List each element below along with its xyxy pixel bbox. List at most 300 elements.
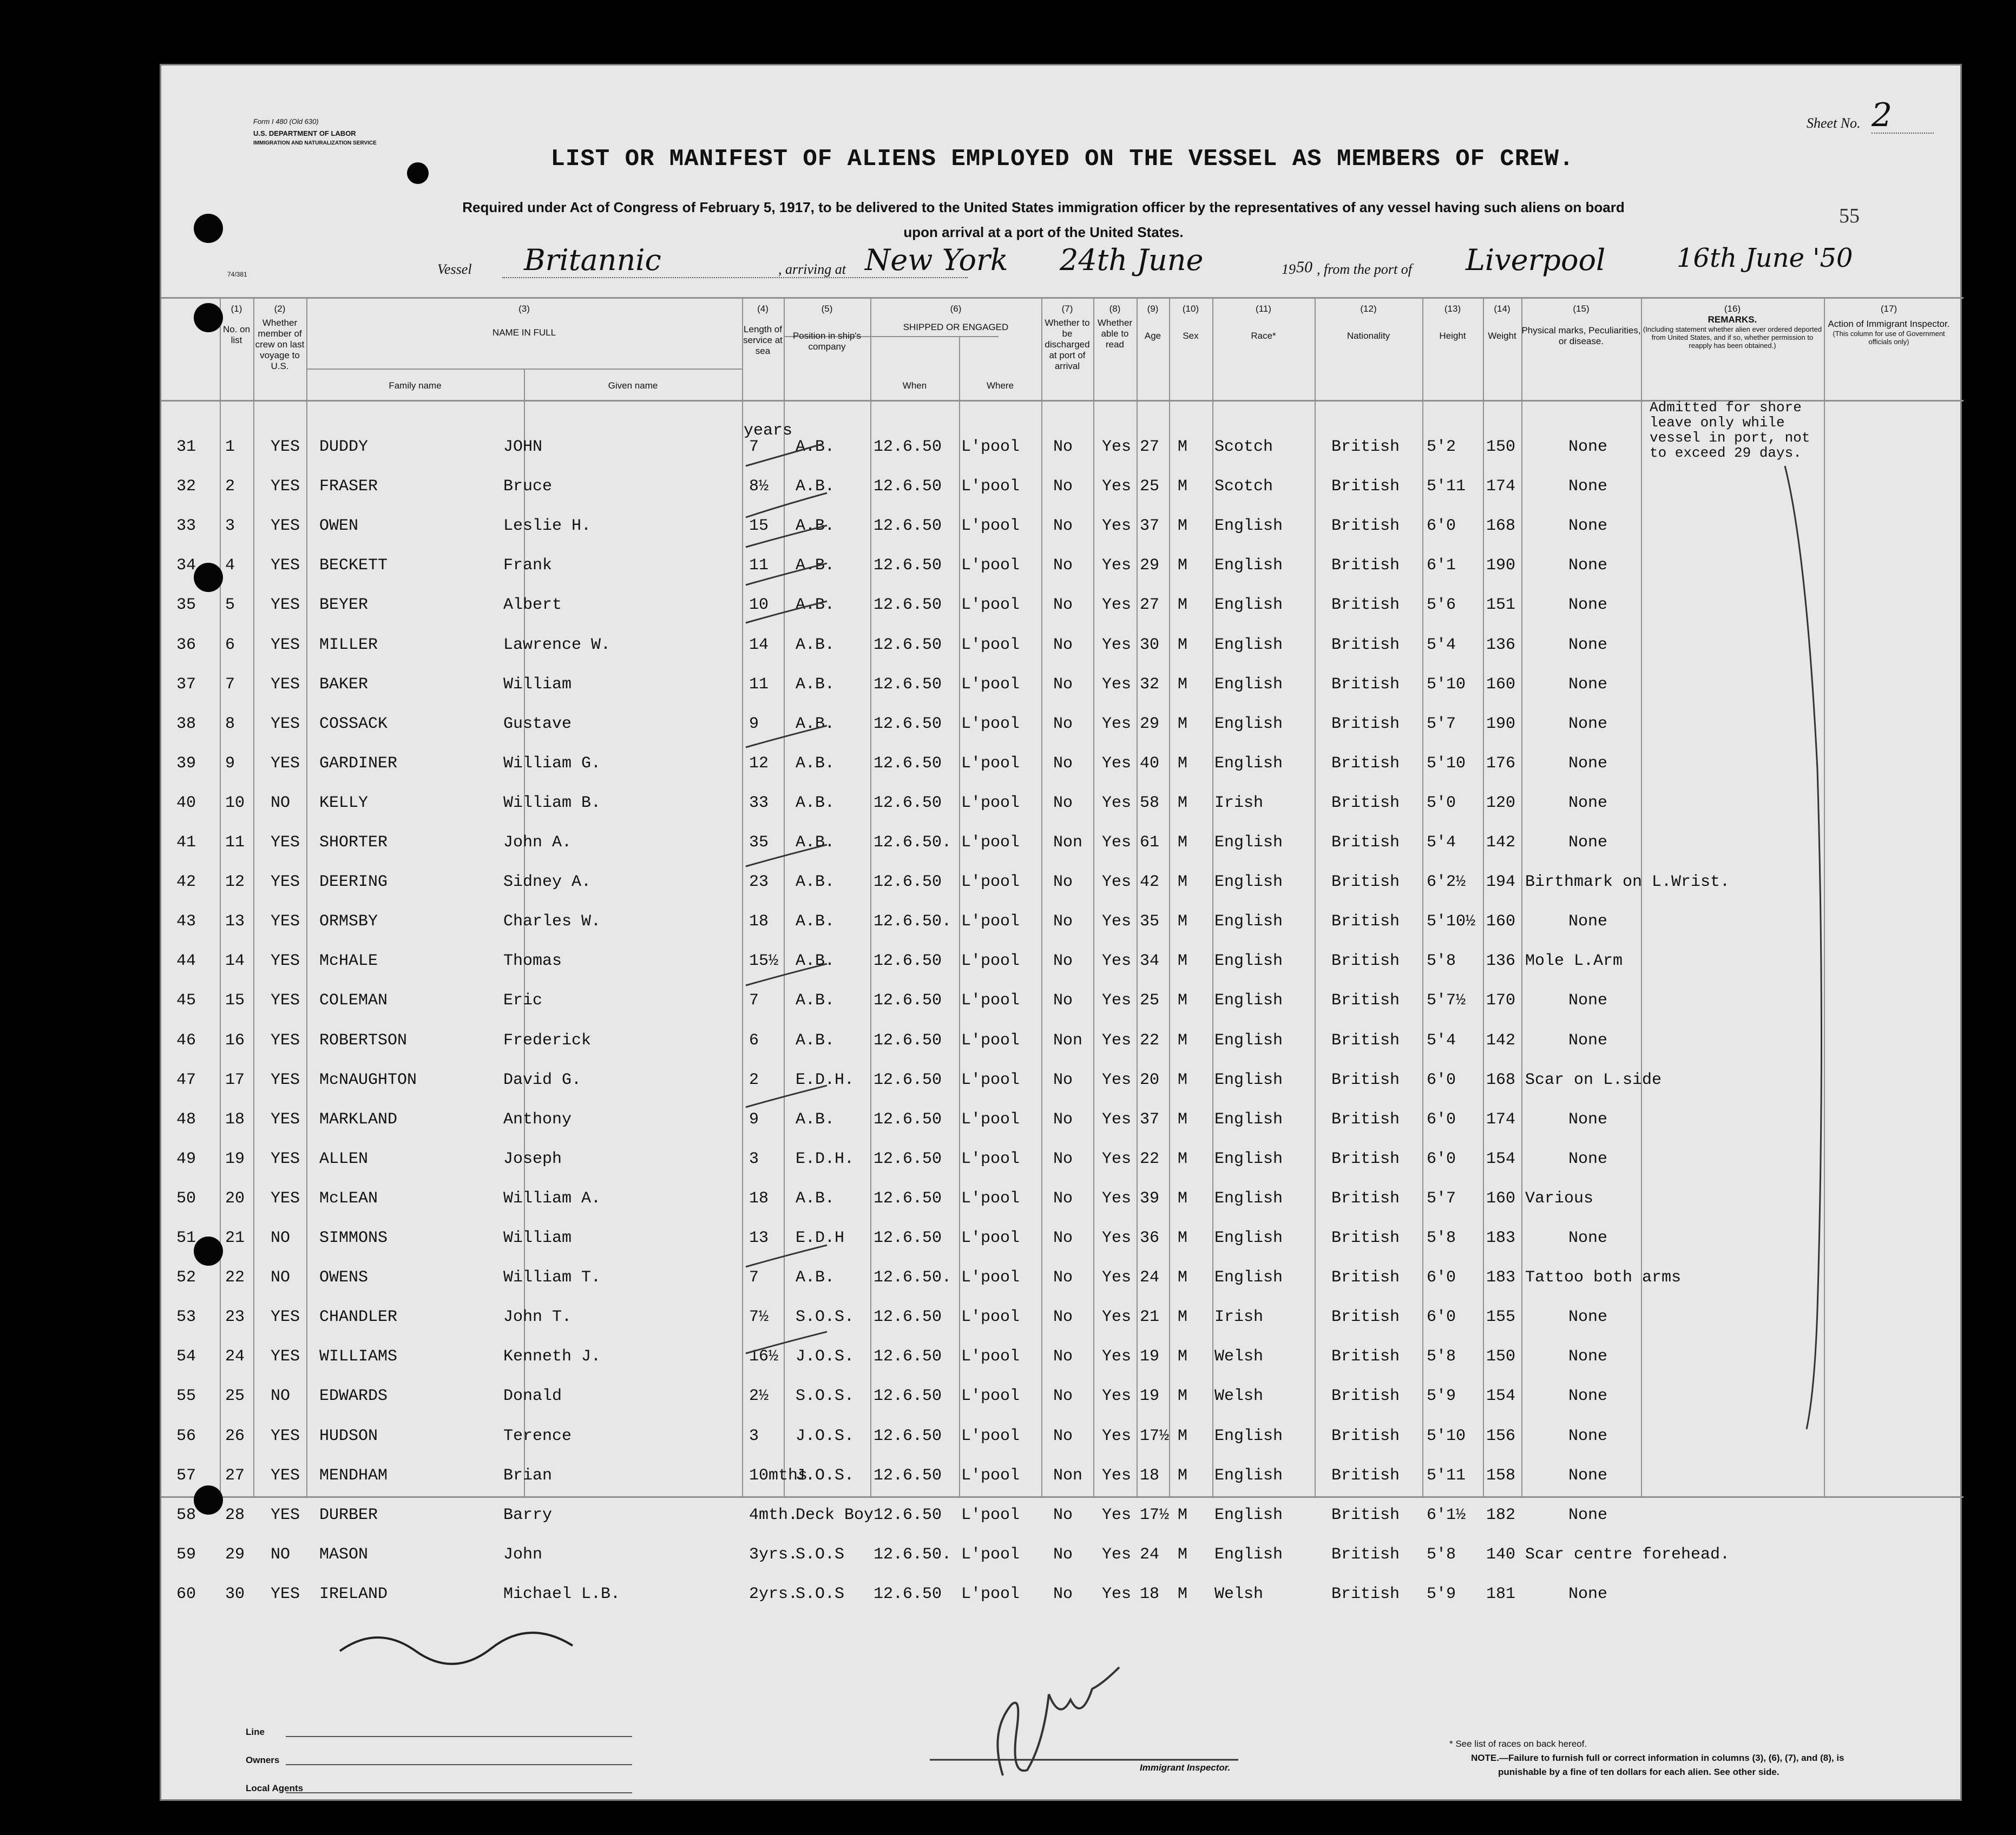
cell-sex: M <box>1178 1347 1188 1366</box>
cell-service: 3 <box>749 1426 759 1445</box>
cell-marks: None <box>1568 754 1608 773</box>
cell-prev: YES <box>271 1505 300 1524</box>
cell-read: Yes <box>1102 1387 1132 1406</box>
col-label: Nationality <box>1347 331 1390 341</box>
cell-discharged: No <box>1053 556 1073 575</box>
cell-marks: None <box>1568 912 1608 931</box>
cell-family: COSSACK <box>319 714 388 733</box>
cell-family: DUDDY <box>319 438 369 456</box>
col-number: (4) <box>757 304 769 314</box>
cell-weight: 160 <box>1486 675 1516 694</box>
cell-weight: 168 <box>1486 1070 1516 1089</box>
cell-sex: M <box>1178 1308 1188 1327</box>
cell-no: 11 <box>225 833 245 852</box>
cell-weight: 170 <box>1486 991 1516 1010</box>
cell-read: Yes <box>1102 991 1132 1010</box>
fine-note-1: NOTE.—Failure to furnish full or correct information in columns (3), (6), (7), and (8), is <box>1471 1753 1844 1763</box>
cell-sex: M <box>1178 1426 1188 1445</box>
end-of-list-stroke <box>340 1633 573 1664</box>
cell-marks: None <box>1568 1308 1608 1327</box>
cell-race: English <box>1214 675 1283 694</box>
cell-weight: 182 <box>1486 1505 1516 1524</box>
cell-height: 5'8 <box>1427 1229 1456 1247</box>
cell-seq: 40 <box>176 793 196 812</box>
cell-service: 35 <box>749 833 769 852</box>
arriving-label: , arriving at <box>778 261 846 277</box>
cell-height: 5'10 <box>1427 754 1466 773</box>
cell-when: 12.6.50 <box>874 1387 942 1406</box>
arriving-port: New York <box>865 243 1008 277</box>
tick-stroke <box>746 563 827 585</box>
cell-given: David G. <box>503 1070 582 1089</box>
cell-seq: 58 <box>176 1505 196 1524</box>
cell-prev: NO <box>271 1268 291 1287</box>
cell-nationality: British <box>1331 1545 1400 1564</box>
col-label: Whether able to read <box>1097 318 1133 350</box>
cell-nationality: British <box>1331 675 1400 694</box>
cell-sex: M <box>1178 1505 1188 1524</box>
cell-prev: YES <box>271 1149 300 1168</box>
cell-when: 12.6.50 <box>874 675 942 694</box>
cell-age: 29 <box>1140 556 1160 575</box>
cell-age: 20 <box>1140 1070 1160 1089</box>
cell-race: Scotch <box>1214 438 1273 456</box>
cell-marks: None <box>1568 675 1608 694</box>
cell-no: 15 <box>225 991 245 1010</box>
cell-race: English <box>1214 1426 1283 1445</box>
cell-sex: M <box>1178 556 1188 575</box>
cell-position: S.O.S. <box>796 1308 855 1327</box>
cell-race: Irish <box>1214 793 1264 812</box>
cell-family: McHALE <box>319 952 378 971</box>
fine-note-2: punishable by a fine of ten dollars for each alien. See other side. <box>1498 1767 1779 1777</box>
cell-age: 40 <box>1140 754 1160 773</box>
cell-position: A.B. <box>796 635 835 654</box>
cell-where: L'pool <box>961 1189 1020 1208</box>
cell-seq: 50 <box>176 1189 196 1208</box>
cell-sex: M <box>1178 517 1188 536</box>
cell-where: L'pool <box>961 754 1020 773</box>
cell-no: 4 <box>225 556 235 575</box>
cell-where: L'pool <box>961 1505 1020 1524</box>
cell-sex: M <box>1178 1268 1188 1287</box>
cell-sex: M <box>1178 991 1188 1010</box>
col-label: Physical marks, Peculiarities, or disease. <box>1521 325 1641 346</box>
cell-no: 22 <box>225 1268 245 1287</box>
cell-race: Irish <box>1214 1308 1264 1327</box>
cell-age: 61 <box>1140 833 1160 852</box>
cell-weight: 168 <box>1486 517 1516 536</box>
cell-position: A.B. <box>796 754 835 773</box>
cell-age: 21 <box>1140 1308 1160 1327</box>
cell-race: English <box>1214 912 1283 931</box>
cell-where: L'pool <box>961 991 1020 1010</box>
cell-read: Yes <box>1102 1229 1132 1247</box>
cell-given: Eric <box>503 991 543 1010</box>
cell-prev: YES <box>271 873 300 892</box>
cell-family: McLEAN <box>319 1189 378 1208</box>
cell-race: English <box>1214 991 1283 1010</box>
cell-weight: 150 <box>1486 438 1516 456</box>
cell-race: English <box>1214 1110 1283 1129</box>
cell-discharged: No <box>1053 952 1073 971</box>
cell-height: 6'2½ <box>1427 873 1466 892</box>
cell-height: 5'2 <box>1427 438 1456 456</box>
cell-height: 5'4 <box>1427 833 1456 852</box>
col-label: Race* <box>1251 331 1276 341</box>
cell-when: 12.6.50 <box>874 1308 942 1327</box>
cell-weight: 160 <box>1486 1189 1516 1208</box>
cell-age: 19 <box>1140 1387 1160 1406</box>
cell-discharged: No <box>1053 1505 1073 1524</box>
cell-position: S.O.S <box>796 1545 845 1564</box>
cell-read: Yes <box>1102 1149 1132 1168</box>
col-number: (2) <box>274 304 286 314</box>
cell-family: FRASER <box>319 477 378 496</box>
cell-nationality: British <box>1331 1426 1400 1445</box>
cell-family: CHANDLER <box>319 1308 398 1327</box>
cell-read: Yes <box>1102 873 1132 892</box>
cell-service: 15½ <box>749 952 779 971</box>
cell-seq: 57 <box>176 1466 196 1485</box>
cell-nationality: British <box>1331 1189 1400 1208</box>
cell-weight: 183 <box>1486 1229 1516 1247</box>
remarks-text: Admitted for shore leave only while vessel in port, not to exceed 29 days. <box>1650 399 1810 461</box>
cell-position: A.B. <box>796 596 835 615</box>
cell-marks: None <box>1568 517 1608 536</box>
cell-prev: NO <box>271 1545 291 1564</box>
cell-service: 18 <box>749 912 769 931</box>
remarks-bracket-stroke <box>1785 466 1822 1429</box>
col-number: (16) <box>1724 304 1741 314</box>
cell-service: 7 <box>749 438 759 456</box>
cell-age: 27 <box>1140 596 1160 615</box>
cell-sex: M <box>1178 793 1188 812</box>
cell-when: 12.6.50 <box>874 1031 942 1050</box>
cell-weight: 136 <box>1486 635 1516 654</box>
cell-sex: M <box>1178 1229 1188 1247</box>
col-label: SHIPPED OR ENGAGED <box>903 322 1009 332</box>
line-label: Line <box>246 1727 265 1737</box>
cell-service: 12 <box>749 754 769 773</box>
cell-height: 5'7 <box>1427 714 1456 733</box>
cell-discharged: No <box>1053 1387 1073 1406</box>
cell-height: 6'1 <box>1427 556 1456 575</box>
col-label: Action of Immigrant Inspector. <box>1828 319 1950 329</box>
cell-read: Yes <box>1102 833 1132 852</box>
cell-where: L'pool <box>961 477 1020 496</box>
cell-read: Yes <box>1102 1110 1132 1129</box>
cell-age: 25 <box>1140 477 1160 496</box>
col-number: (12) <box>1360 304 1377 314</box>
cell-marks: None <box>1568 1466 1608 1485</box>
cell-where: L'pool <box>961 556 1020 575</box>
cell-age: 35 <box>1140 912 1160 931</box>
cell-read: Yes <box>1102 596 1132 615</box>
cell-marks: None <box>1568 1229 1608 1247</box>
cell-prev: YES <box>271 1308 300 1327</box>
cell-height: 6'0 <box>1427 1070 1456 1089</box>
cell-height: 5'4 <box>1427 1031 1456 1050</box>
local-agents-label: Local Agents <box>246 1783 304 1793</box>
cell-read: Yes <box>1102 556 1132 575</box>
cell-seq: 59 <box>176 1545 196 1564</box>
cell-no: 18 <box>225 1110 245 1129</box>
col-number: (8) <box>1109 304 1121 314</box>
cell-race: English <box>1214 1070 1283 1089</box>
cell-when: 12.6.50 <box>874 793 942 812</box>
cell-service: 8½ <box>749 477 769 496</box>
cell-sex: M <box>1178 952 1188 971</box>
cell-given: Frederick <box>503 1031 592 1050</box>
cell-service: 3yrs. <box>749 1545 798 1564</box>
cell-seq: 47 <box>176 1070 196 1089</box>
cell-read: Yes <box>1102 517 1132 536</box>
cell-where: L'pool <box>961 833 1020 852</box>
cell-position: A.B. <box>796 714 835 733</box>
cell-read: Yes <box>1102 754 1132 773</box>
col-number: (3) <box>518 304 530 314</box>
cell-given: Bruce <box>503 477 553 496</box>
col-label: Length of service at sea <box>743 324 783 356</box>
cell-seq: 45 <box>176 991 196 1010</box>
cell-when: 12.6.50 <box>874 438 942 456</box>
cell-weight: 154 <box>1486 1387 1516 1406</box>
cell-height: 5'9 <box>1427 1387 1456 1406</box>
cell-height: 5'7½ <box>1427 991 1466 1010</box>
cell-when: 12.6.50. <box>874 1545 952 1564</box>
cell-race: English <box>1214 754 1283 773</box>
cell-when: 12.6.50 <box>874 991 942 1010</box>
cell-prev: YES <box>271 1189 300 1208</box>
cell-sex: M <box>1178 833 1188 852</box>
cell-where: L'pool <box>961 1149 1020 1168</box>
tick-stroke <box>746 1332 827 1353</box>
cell-no: 6 <box>225 635 235 654</box>
cell-marks: None <box>1568 793 1608 812</box>
tick-stroke <box>746 493 827 517</box>
cell-read: Yes <box>1102 1308 1132 1327</box>
cell-read: Yes <box>1102 477 1132 496</box>
cell-marks: Birthmark on L.Wrist. <box>1525 873 1730 892</box>
cell-given: Thomas <box>503 952 562 971</box>
cell-nationality: British <box>1331 1347 1400 1366</box>
cell-position: J.O.S. <box>796 1426 855 1445</box>
cell-when: 12.6.50 <box>874 1426 942 1445</box>
cell-no: 29 <box>225 1545 245 1564</box>
cell-discharged: No <box>1053 1545 1073 1564</box>
cell-discharged: No <box>1053 517 1073 536</box>
cell-where: L'pool <box>961 1545 1020 1564</box>
cell-age: 18 <box>1140 1466 1160 1485</box>
cell-discharged: No <box>1053 793 1073 812</box>
cell-prev: YES <box>271 991 300 1010</box>
cell-discharged: No <box>1053 991 1073 1010</box>
cell-where: L'pool <box>961 873 1020 892</box>
cell-weight: 136 <box>1486 952 1516 971</box>
cell-where: L'pool <box>961 714 1020 733</box>
cell-seq: 33 <box>176 517 196 536</box>
cell-when: 12.6.50 <box>874 873 942 892</box>
cell-where: L'pool <box>961 1070 1020 1089</box>
cell-prev: NO <box>271 793 291 812</box>
cell-age: 17½ <box>1140 1505 1170 1524</box>
cell-given: William B. <box>503 793 601 812</box>
cell-marks: None <box>1568 833 1608 852</box>
cell-prev: YES <box>271 754 300 773</box>
sheet-number: 2 <box>1871 98 1934 134</box>
cell-discharged: No <box>1053 1229 1073 1247</box>
cell-height: 6'0 <box>1427 1110 1456 1129</box>
cell-race: English <box>1214 1149 1283 1168</box>
cell-when: 12.6.50 <box>874 1466 942 1485</box>
handwriting-strokes <box>161 65 1964 1803</box>
cell-discharged: No <box>1053 675 1073 694</box>
cell-no: 8 <box>225 714 235 733</box>
cell-seq: 42 <box>176 873 196 892</box>
cell-prev: YES <box>271 912 300 931</box>
cell-family: GARDINER <box>319 754 398 773</box>
cell-given: John A. <box>503 833 572 852</box>
col-label: NAME IN FULL <box>492 327 556 338</box>
cell-seq: 37 <box>176 675 196 694</box>
cell-nationality: British <box>1331 1387 1400 1406</box>
cell-discharged: No <box>1053 912 1073 931</box>
cell-age: 32 <box>1140 675 1160 694</box>
col-number: (10) <box>1182 304 1199 314</box>
cell-seq: 60 <box>176 1584 196 1603</box>
cell-no: 9 <box>225 754 235 773</box>
cell-prev: YES <box>271 1031 300 1050</box>
cell-family: SHORTER <box>319 833 388 852</box>
cell-position: A.B. <box>796 873 835 892</box>
cell-position: A.B. <box>796 833 835 852</box>
cell-seq: 31 <box>176 438 196 456</box>
cell-where: L'pool <box>961 1110 1020 1129</box>
cell-weight: 142 <box>1486 833 1516 852</box>
cell-marks: Scar centre forehead. <box>1525 1545 1730 1564</box>
cell-discharged: No <box>1053 1268 1073 1287</box>
cell-where: L'pool <box>961 1031 1020 1050</box>
cell-no: 12 <box>225 873 245 892</box>
cell-weight: 194 <box>1486 873 1516 892</box>
cell-seq: 54 <box>176 1347 196 1366</box>
cell-position: E.D.H. <box>796 1149 855 1168</box>
col-number: (9) <box>1147 304 1159 314</box>
cell-read: Yes <box>1102 438 1132 456</box>
cell-no: 21 <box>225 1229 245 1247</box>
cell-no: 10 <box>225 793 245 812</box>
cell-no: 14 <box>225 952 245 971</box>
cell-seq: 52 <box>176 1268 196 1287</box>
cell-service: 23 <box>749 873 769 892</box>
cell-given: William <box>503 675 572 694</box>
cell-given: William A. <box>503 1189 601 1208</box>
cell-nationality: British <box>1331 556 1400 575</box>
cell-where: L'pool <box>961 952 1020 971</box>
cell-marks: None <box>1568 1347 1608 1366</box>
tick-stroke <box>746 964 827 985</box>
cell-marks: None <box>1568 596 1608 615</box>
cell-discharged: No <box>1053 1110 1073 1129</box>
cell-service: 2yrs. <box>749 1584 798 1603</box>
cell-age: 24 <box>1140 1268 1160 1287</box>
cell-discharged: No <box>1053 596 1073 615</box>
col-label: Sex <box>1183 331 1199 341</box>
cell-when: 12.6.50 <box>874 556 942 575</box>
cell-given: Anthony <box>503 1110 572 1129</box>
cell-given: William T. <box>503 1268 601 1287</box>
cell-position: A.B. <box>796 517 835 536</box>
cell-read: Yes <box>1102 1584 1132 1603</box>
cell-weight: 160 <box>1486 912 1516 931</box>
cell-given: Gustave <box>503 714 572 733</box>
cell-prev: NO <box>271 1387 291 1406</box>
subtitle-line-2: upon arrival at a port of the United States. <box>903 224 1184 240</box>
cell-no: 23 <box>225 1308 245 1327</box>
cell-when: 12.6.50 <box>874 1229 942 1247</box>
cell-where: L'pool <box>961 1426 1020 1445</box>
cell-family: HUDSON <box>319 1426 378 1445</box>
cell-weight: 174 <box>1486 477 1516 496</box>
cell-seq: 48 <box>176 1110 196 1129</box>
cell-marks: None <box>1568 477 1608 496</box>
cell-age: 27 <box>1140 438 1160 456</box>
cell-position: A.B. <box>796 477 835 496</box>
tick-stroke <box>746 726 827 747</box>
cell-when: 12.6.50 <box>874 1584 942 1603</box>
col-number: (11) <box>1256 304 1271 314</box>
cell-where: L'pool <box>961 596 1020 615</box>
cell-service: 2½ <box>749 1387 769 1406</box>
cell-position: A.B. <box>796 912 835 931</box>
cell-position: A.B. <box>796 1268 835 1287</box>
tick-stroke <box>746 1245 827 1267</box>
cell-nationality: British <box>1331 1110 1400 1129</box>
cell-weight: 142 <box>1486 1031 1516 1050</box>
cell-position: A.B. <box>796 1189 835 1208</box>
races-note: * See list of races on back hereof. <box>1449 1739 1587 1749</box>
cell-position: A.B. <box>796 1110 835 1129</box>
cell-height: 6'0 <box>1427 1268 1456 1287</box>
cell-discharged: No <box>1053 635 1073 654</box>
cell-height: 5'11 <box>1427 1466 1466 1485</box>
cell-race: English <box>1214 1466 1283 1485</box>
cell-where: L'pool <box>961 793 1020 812</box>
cell-sex: M <box>1178 1070 1188 1089</box>
cell-service: 10 <box>749 596 769 615</box>
cell-marks: None <box>1568 1426 1608 1445</box>
tick-stroke <box>746 601 827 623</box>
cell-race: English <box>1214 1189 1283 1208</box>
cell-discharged: No <box>1053 1347 1073 1366</box>
cell-position: A.B. <box>796 556 835 575</box>
manifest-sheet <box>160 64 1962 1801</box>
cell-seq: 39 <box>176 754 196 773</box>
cell-age: 17½ <box>1140 1426 1170 1445</box>
cell-race: English <box>1214 1545 1283 1564</box>
cell-nationality: British <box>1331 438 1400 456</box>
cell-race: English <box>1214 635 1283 654</box>
cell-nationality: British <box>1331 952 1400 971</box>
cell-family: BAKER <box>319 675 369 694</box>
cell-where: L'pool <box>961 912 1020 931</box>
col-number: (15) <box>1573 304 1590 314</box>
cell-discharged: No <box>1053 1070 1073 1089</box>
cell-race: Scotch <box>1214 477 1273 496</box>
cell-read: Yes <box>1102 1268 1132 1287</box>
cell-prev: YES <box>271 477 300 496</box>
